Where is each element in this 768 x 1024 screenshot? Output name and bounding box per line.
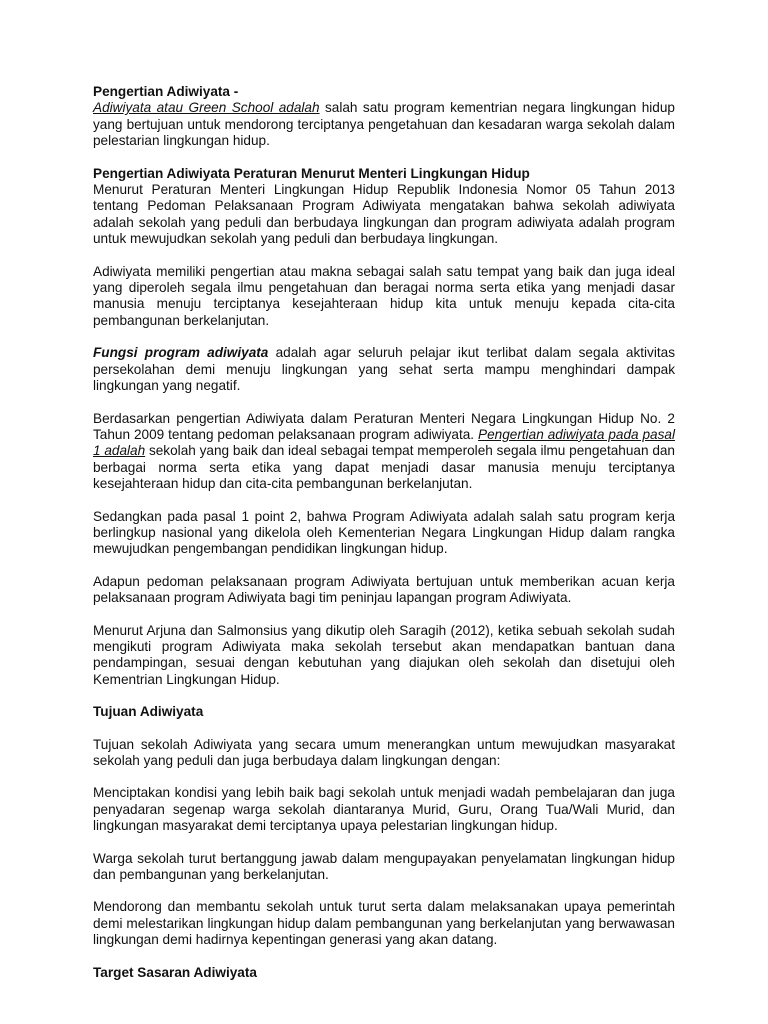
paragraph-text: Berdasarkan pengertian Adiwiyata dalam Peraturan Menteri Negara Lingkungan Hidup No. 2 Tahun 2009 tentang pedoman pelaksanaan program adiwiyata. bbox=[93, 410, 675, 442]
link-adiwiyata-green-school[interactable]: Adiwiyata atau Green School adalah bbox=[93, 100, 320, 116]
paragraph-pasal-1-point-2: Sedangkan pada pasal 1 point 2, bahwa Program Adiwiyata adalah salah satu program kerja berlingkup nasional yang dikelola oleh Kementerian Negara Lingkungan Hidup dalam rangka mewujudkan pengembangan pendidikan lingkungan hidup. bbox=[93, 508, 675, 557]
paragraph-menciptakan-kondisi: Menciptakan kondisi yang lebih baik bagi sekolah untuk menjadi wadah pembelajaran dan juga penyadaran segenap warga sekolah diantaranya Murid, Guru, Orang Tua/Wali Murid, dan lingkungan masyarakat demi terciptanya upaya pelestarian lingkungan hidup. bbox=[93, 785, 675, 834]
link-pengertian-pasal-1[interactable]: Pengertian adiwiyata pada pasal 1 adalah bbox=[93, 426, 675, 459]
paragraph-text: adalah agar seluruh pelajar ikut terlibat dalam segala aktivitas persekolahan demi menuju lingkungan yang sehat serta mampu menghindari dampak lingkungan yang negatif. bbox=[93, 345, 675, 394]
paragraph-mendorong-membantu: Mendorong dan membantu sekolah untuk turut serta dalam melaksanakan upaya pemerintah demi melestarikan lingkungan hidup dalam pembangunan yang berkelanjutan yang berwawasan lingkungan demi hadirnya kepentingan generasi yang akan datang. bbox=[93, 899, 675, 948]
paragraph-text: sekolah yang baik dan ideal sebagai tempat memperoleh segala ilmu pengetahuan dan berbagai norma serta etika yang dapat menjadi dasar manusia menuju terciptanya kesejahteraan hidup dan cita-cita pembangunan berkelanjutan. bbox=[93, 443, 675, 492]
paragraph-text: salah satu program kementrian negara lingkungan hidup yang bertujuan untuk mendorong terciptanya pengetahuan dan kesadaran warga sekolah dalam pelestarian lingkungan hidup. bbox=[93, 100, 675, 149]
paragraph-tujuan-umum: Tujuan sekolah Adiwiyata yang secara umum menerangkan untum mewujudkan masyarakat sekolah yang peduli dan juga berbudaya dalam lingkungan dengan: bbox=[93, 736, 675, 768]
paragraph-fungsi-program bbox=[93, 345, 675, 394]
heading-target-sasaran: Target Sasaran Adiwiyata bbox=[93, 964, 257, 980]
paragraph-peraturan-2013: Menurut Peraturan Menteri Lingkungan Hidup Republik Indonesia Nomor 05 Tahun 2013 tentang Pedoman Pelaksanaan Program Adiwiyata mengatakan bahwa sekolah adiwiyata adalah sekolah yang peduli dan berbudaya lingkungan dan program adiwiyata adalah program untuk mewujudkan sekolah yang peduli dan berbudaya lingkungan. bbox=[93, 182, 675, 247]
fungsi-program-label: Fungsi program adiwiyata bbox=[93, 345, 269, 361]
paragraph-definition bbox=[93, 100, 675, 149]
heading-tujuan-adiwiyata: Tujuan Adiwiyata bbox=[93, 704, 204, 720]
heading-pengertian-adiwiyata: Pengertian Adiwiyata - bbox=[93, 84, 239, 99]
paragraph-arjuna-salmonsius: Menurut Arjuna dan Salmonsius yang dikutip oleh Saragih (2012), ketika sebuah sekolah sudah mengikuti program Adiwiyata maka sekolah tersebut akan mendapatkan bantuan dana pendampingan, sesuai dengan kebutuhan yang diajukan oleh sekolah dan disetujui oleh Kementrian Lingkungan Hidup. bbox=[93, 622, 675, 687]
paragraph-peraturan-2009 bbox=[93, 411, 675, 493]
paragraph-warga-sekolah: Warga sekolah turut bertanggung jawab dalam mengupayakan penyelamatan lingkungan hidup dan pembangunan yang berkelanjutan. bbox=[93, 850, 675, 883]
paragraph-makna-adiwiyata: Adiwiyata memiliki pengertian atau makna sebagai salah satu tempat yang baik dan juga ideal yang diperoleh segala ilmu pengetahuan dan beragai norma serta etika yang menjadi dasar manusia menuju terciptanya kesejahteraan hidup kita untuk menuju kepada cita-cita pembangunan berkelanjutan. bbox=[93, 263, 675, 328]
heading-peraturan-menteri: Pengertian Adiwiyata Peraturan Menurut Menteri Lingkungan Hidup bbox=[93, 165, 530, 181]
paragraph-pedoman-pelaksanaan: Adapun pedoman pelaksanaan program Adiwiyata bertujuan untuk memberikan acuan kerja pelaksanaan program Adiwiyata bagi tim peninjau lapangan program Adiwiyata. bbox=[93, 573, 675, 606]
document-body bbox=[93, 84, 675, 981]
